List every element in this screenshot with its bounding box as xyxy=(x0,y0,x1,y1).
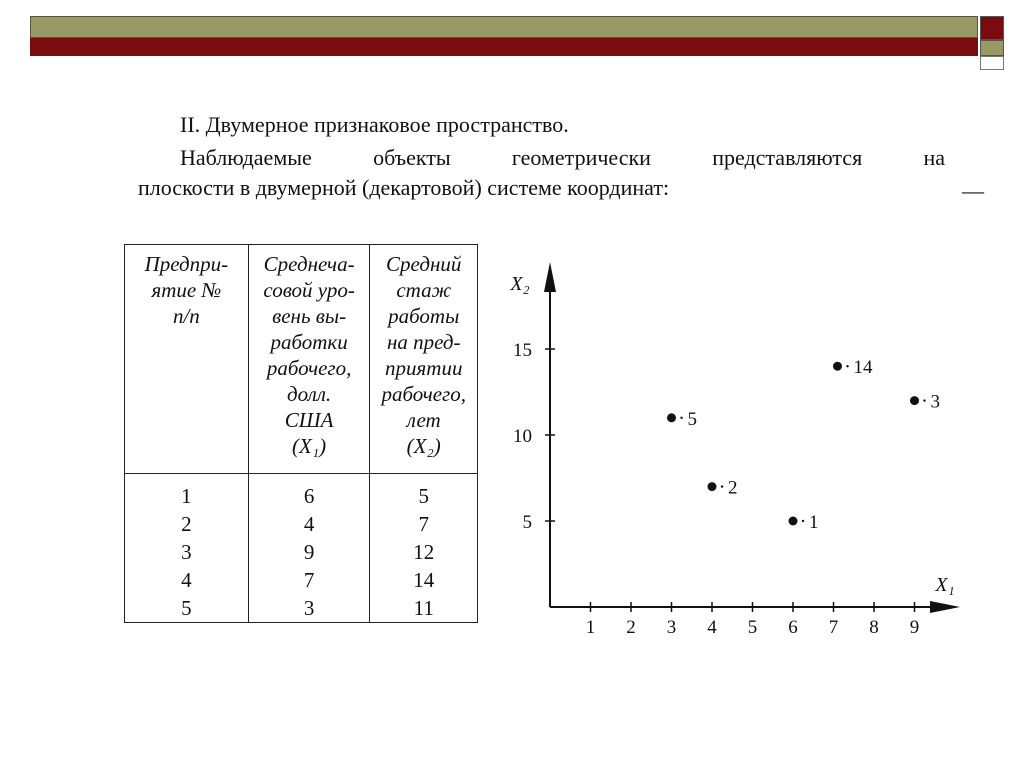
table-cell: 7 xyxy=(418,512,429,536)
data-point-label: 5 xyxy=(687,408,697,430)
point-label-dot xyxy=(802,520,804,522)
paragraph-line-2: плоскости в двумерной (декартовой) системе координат: xyxy=(138,175,670,200)
x-tick-label: 9 xyxy=(909,617,920,638)
corner-red-square xyxy=(980,16,1004,40)
point-label-dot xyxy=(680,417,682,419)
header-red-bar xyxy=(30,38,978,56)
column-enterprise-number xyxy=(125,474,249,623)
table-cell: 4 xyxy=(303,512,315,536)
data-point-label: 1 xyxy=(809,512,819,533)
x-tick-label: 6 xyxy=(788,617,798,638)
corner-white-square xyxy=(980,56,1004,70)
data-point-label: 3 xyxy=(930,391,940,413)
x-tick-label: 5 xyxy=(747,617,758,638)
table-cell: 14 xyxy=(413,568,435,592)
x-tick-label: 2 xyxy=(626,617,636,638)
x-axis-label: X₁ xyxy=(935,574,955,596)
x-tick-label: 4 xyxy=(707,617,717,638)
y-tick-label: 15 xyxy=(513,340,532,361)
table-cell: 6 xyxy=(303,484,315,508)
table-cell: 2 xyxy=(181,512,192,536)
header-olive-bar xyxy=(30,16,978,38)
column-hourly-output xyxy=(248,474,370,623)
data-point xyxy=(833,362,842,371)
data-point xyxy=(789,517,798,526)
x-tick-label: 7 xyxy=(828,617,839,638)
table-cell: 7 xyxy=(303,568,315,592)
x-tick-label: 3 xyxy=(666,617,677,638)
header-enterprise-number: Предпри- ятие № п/п xyxy=(125,245,249,474)
table-cell: 4 xyxy=(181,568,192,592)
y-axis-arrow xyxy=(544,262,556,292)
header-work-experience: Средний стаж работы на пред- приятии рабочего, лет (X₂) xyxy=(370,245,478,474)
section-heading: II. Двумерное признаковое пространство. xyxy=(180,112,569,137)
x-tick-label: 1 xyxy=(585,617,596,638)
table-cell: 3 xyxy=(181,540,192,564)
x-axis-arrow xyxy=(930,601,960,613)
scatter-chart xyxy=(490,250,980,650)
table-cell: 11 xyxy=(413,596,434,620)
y-tick-label: 5 xyxy=(522,512,532,533)
table-cell: 1 xyxy=(181,484,192,508)
point-label-dot xyxy=(923,399,925,401)
data-point-label: 2 xyxy=(728,477,738,499)
table-cell: 12 xyxy=(413,540,435,564)
table-cell: 5 xyxy=(418,484,429,508)
point-label-dot xyxy=(846,365,848,367)
table-cell: 9 xyxy=(303,540,315,564)
data-point-label: 14 xyxy=(853,357,873,379)
y-axis-label: X₂ xyxy=(510,273,530,295)
point-label-dot xyxy=(721,485,723,487)
x-tick-label: 8 xyxy=(869,617,879,638)
data-point xyxy=(667,413,676,422)
y-tick-label: 10 xyxy=(513,426,532,447)
paragraph-line-1: Наблюдаемые объекты геометрически представляются на xyxy=(180,145,945,170)
data-table xyxy=(124,244,478,623)
data-point xyxy=(910,396,919,405)
column-work-experience xyxy=(370,474,478,623)
header-hourly-output: Среднеча- совой уро- вень вы- работки рабочего, долл. США (X₁) xyxy=(248,245,370,474)
table-cell: 5 xyxy=(181,596,192,620)
trailing-dash: — xyxy=(962,178,984,203)
corner-olive-square xyxy=(980,40,1004,56)
data-point xyxy=(708,482,717,491)
table-cell: 3 xyxy=(303,596,315,620)
